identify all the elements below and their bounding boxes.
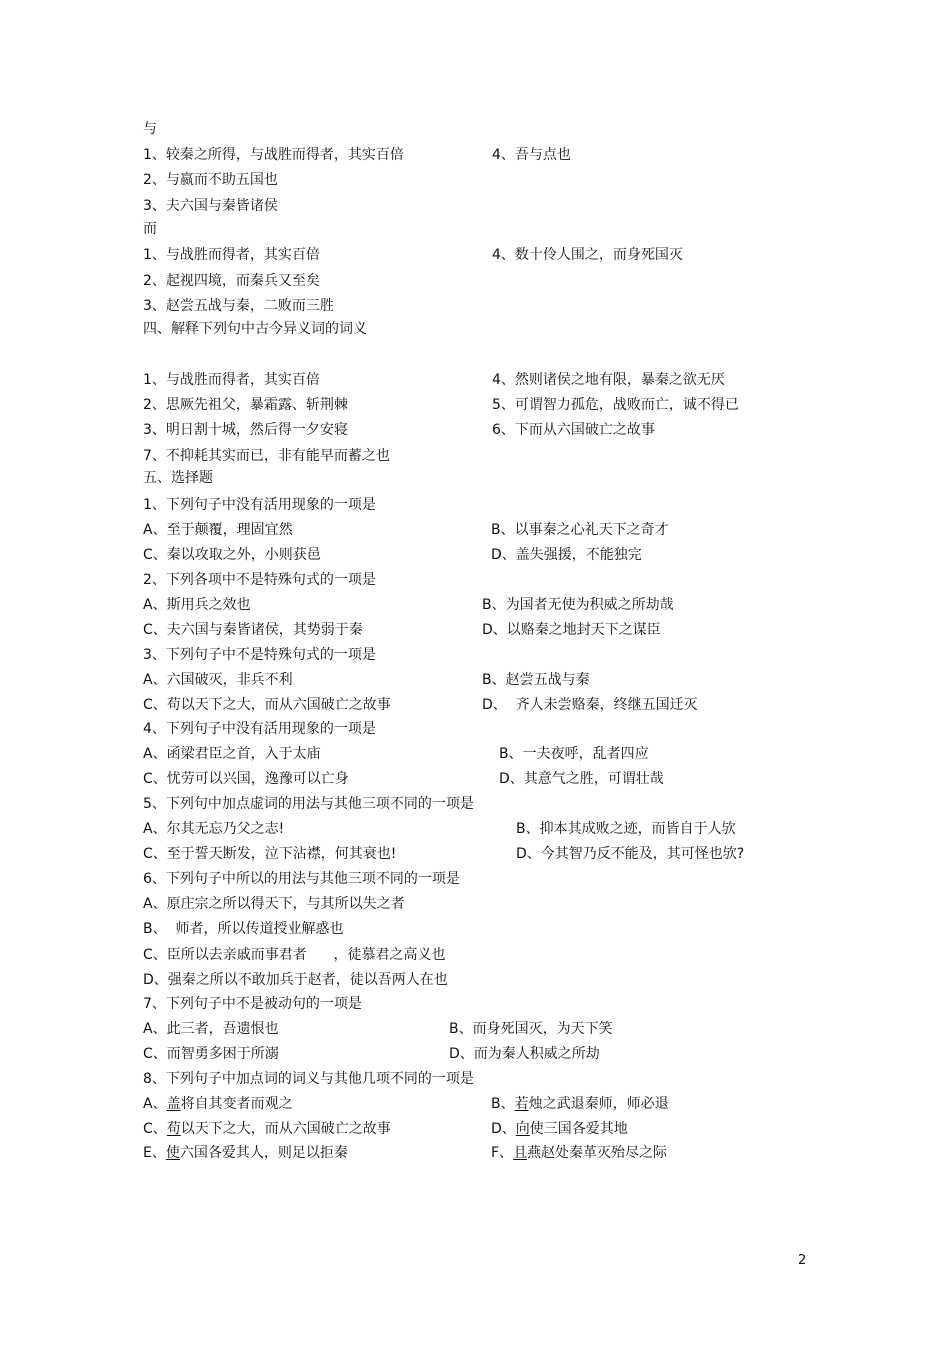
q1-option-d: D、盖失强援，不能独完 xyxy=(491,547,642,563)
q8-c-marked-word: 苟 xyxy=(166,1121,181,1137)
yu-item-4: 4、吾与点也 xyxy=(492,147,571,163)
q4-option-a: A、函梁君臣之首，入于太庙 xyxy=(143,746,321,762)
q6-option-b: B、 师者，所以传道授业解惑也 xyxy=(143,921,344,937)
q5-option-c: C、至于誓天断发，泣下沾襟，何其衰也! xyxy=(143,846,397,862)
q8-b-prefix: B、 xyxy=(491,1096,515,1112)
q8-option-b xyxy=(491,1095,669,1113)
q8-a-marked-word: 盖 xyxy=(166,1096,181,1112)
q8-option-a xyxy=(143,1095,293,1113)
q8-option-f xyxy=(491,1144,667,1162)
q2-option-c: C、夫六国与秦皆诸侯，其势弱于秦 xyxy=(143,622,363,638)
q1-option-b: B、以事秦之心礼天下之奇才 xyxy=(491,522,669,538)
q8-f-prefix: F、 xyxy=(491,1145,514,1161)
q2-stem: 2、下列各项中不是特殊句式的一项是 xyxy=(143,572,376,588)
section-er-title: 而 xyxy=(143,221,157,237)
s4-item-4: 4、然则诸侯之地有限，暴秦之欲无厌 xyxy=(492,372,725,388)
section-yu-title: 与 xyxy=(143,121,157,137)
er-item-1: 1、与战胜而得者，其实百倍 xyxy=(143,247,320,263)
page-number: 2 xyxy=(798,1253,807,1268)
q8-d-rest: 使三国各爱其地 xyxy=(529,1121,628,1137)
q2-option-b: B、为国者无使为积威之所劫哉 xyxy=(482,597,674,613)
q8-stem: 8、下列句子中加点词的词义与其他几项不同的一项是 xyxy=(143,1071,474,1087)
q7-option-d: D、而为秦人积威之所劫 xyxy=(449,1046,600,1062)
q4-stem: 4、下列句子中没有活用现象的一项是 xyxy=(143,721,376,737)
q1-option-a: A、至于颠覆，理固宜然 xyxy=(143,522,293,538)
q8-b-marked-word: 若 xyxy=(514,1096,529,1112)
yu-item-1: 1、较秦之所得，与战胜而得者，其实百倍 xyxy=(143,147,404,163)
section-5-title: 五、选择题 xyxy=(143,470,213,486)
s4-item-1: 1、与战胜而得者，其实百倍 xyxy=(143,372,320,388)
q4-option-d: D、其意气之胜，可谓壮哉 xyxy=(499,771,664,787)
q8-d-marked-word: 向 xyxy=(515,1121,530,1137)
s4-item-2: 2、思厥先祖父，暴霜露、斩荆棘 xyxy=(143,397,348,413)
s4-item-6: 6、下而从六国破亡之故事 xyxy=(492,422,655,438)
q8-e-marked-word: 使 xyxy=(165,1145,180,1161)
q7-option-c: C、而智勇多困于所溺 xyxy=(143,1046,279,1062)
s4-item-5: 5、可谓智力孤危，战败而亡，诚不得已 xyxy=(492,397,739,413)
q3-option-b: B、赵尝五战与秦 xyxy=(482,672,590,688)
q6-option-c: C、臣所以去亲戚而事君者 ，徒慕君之高义也 xyxy=(143,947,446,963)
q8-d-prefix: D、 xyxy=(491,1121,516,1137)
er-item-4: 4、数十伶人围之，而身死国灭 xyxy=(492,247,683,263)
q4-option-c: C、忧劳可以兴国，逸豫可以亡身 xyxy=(143,771,349,787)
q3-stem: 3、下列句子中不是特殊句式的一项是 xyxy=(143,647,376,663)
q8-c-rest: 以天下之大，而从六国破亡之故事 xyxy=(180,1121,391,1137)
q8-option-d xyxy=(491,1120,628,1138)
q8-e-rest: 六国各爱其人，则足以拒秦 xyxy=(179,1145,348,1161)
q8-e-prefix: E、 xyxy=(143,1145,166,1161)
q8-f-rest: 燕赵处秦革灭殆尽之际 xyxy=(527,1145,668,1161)
yu-item-2: 2、与嬴而不助五国也 xyxy=(143,172,278,188)
q8-f-marked-word: 且 xyxy=(513,1145,528,1161)
q8-a-rest: 将自其变者而观之 xyxy=(180,1096,293,1112)
q6-option-a: A、原庄宗之所以得天下，与其所以失之者 xyxy=(143,896,405,912)
yu-item-3: 3、夫六国与秦皆诸侯 xyxy=(143,198,278,214)
q2-option-a: A、斯用兵之效也 xyxy=(143,597,251,613)
s4-item-7: 7、不抑耗其实而已，非有能早而蓄之也 xyxy=(143,448,390,464)
q3-option-c: C、苟以天下之大，而从六国破亡之故事 xyxy=(143,697,391,713)
er-item-2: 2、起视四境，而秦兵又至矣 xyxy=(143,273,320,289)
er-item-3: 3、赵尝五战与秦，二败而三胜 xyxy=(143,298,334,314)
q4-option-b: B、一夫夜呼，乱者四应 xyxy=(499,746,649,762)
q6-option-d: D、强秦之所以不敢加兵于赵者，徒以吾两人在也 xyxy=(143,972,448,988)
q1-option-c: C、秦以攻取之外，小则获邑 xyxy=(143,547,321,563)
q3-option-a: A、六国破灭，非兵不利 xyxy=(143,672,293,688)
q8-option-e xyxy=(143,1144,348,1162)
q7-stem: 7、下列句子中不是被动句的一项是 xyxy=(143,996,362,1012)
section-4-title: 四、解释下列句中古今异义词的词义 xyxy=(143,321,367,337)
q1-stem: 1、下列句子中没有活用现象的一项是 xyxy=(143,497,376,513)
q5-option-d: D、今其智乃反不能及，其可怪也欤? xyxy=(516,846,745,862)
q2-option-d: D、以赂秦之地封天下之谋臣 xyxy=(482,622,661,638)
q8-c-prefix: C、 xyxy=(143,1121,167,1137)
q7-option-b: B、而身死国灭，为天下笑 xyxy=(449,1021,613,1037)
s4-item-3: 3、明日割十城，然后得一夕安寝 xyxy=(143,422,348,438)
q7-option-a: A、此三者，吾遗恨也 xyxy=(143,1021,279,1037)
q8-option-c xyxy=(143,1120,391,1138)
q3-option-d: D、 齐人未尝赂秦，终继五国迁灭 xyxy=(482,697,698,713)
q8-a-prefix: A、 xyxy=(143,1096,167,1112)
q5-option-b: B、抑本其成败之迹，而皆自于人欤 xyxy=(516,821,736,837)
q6-stem: 6、下列句子中所以的用法与其他三项不同的一项是 xyxy=(143,871,460,887)
q5-stem: 5、下列句中加点虚词的用法与其他三项不同的一项是 xyxy=(143,796,474,812)
q5-option-a: A、尔其无忘乃父之志! xyxy=(143,821,285,837)
q8-b-rest: 烛之武退秦师，师必退 xyxy=(528,1096,669,1112)
